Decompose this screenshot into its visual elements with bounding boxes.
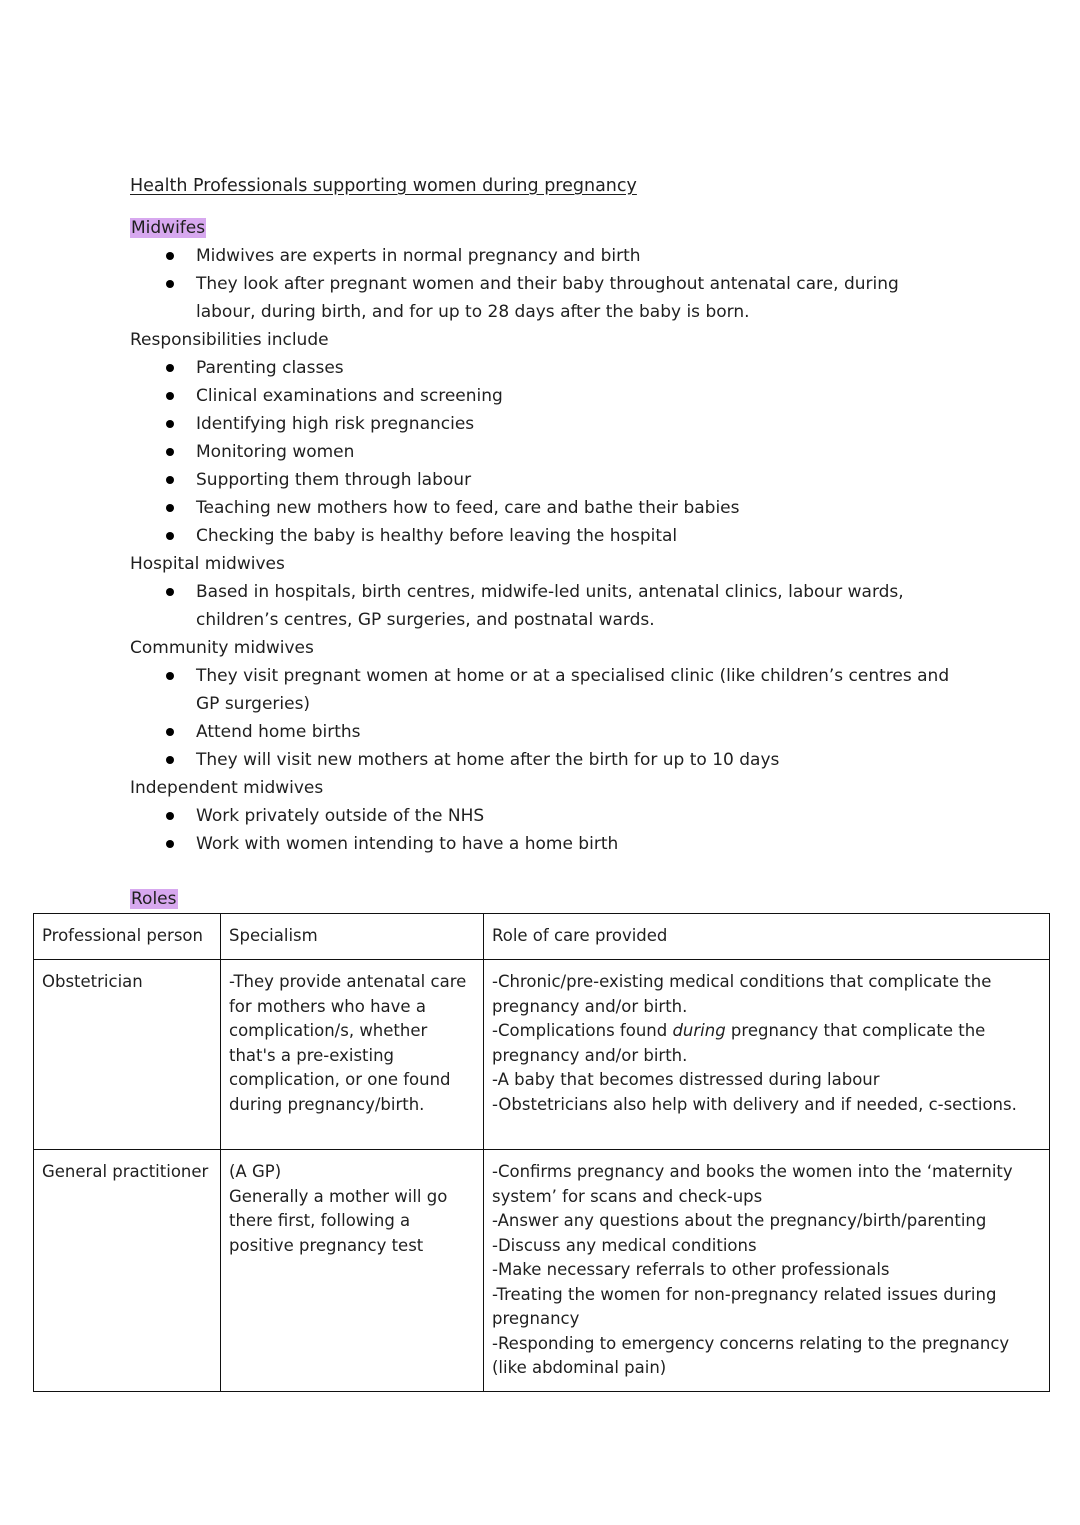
bullet-icon (166, 364, 174, 372)
bullet-icon (166, 728, 174, 736)
cell-care (484, 1150, 1050, 1392)
specialism-line: (A GP) (229, 1162, 282, 1181)
header-specialism: Specialism (221, 914, 484, 960)
bullet-icon (166, 840, 174, 848)
bullet-icon (166, 672, 174, 680)
care-line: -Discuss any medical conditions (492, 1235, 757, 1255)
bullet-icon (166, 252, 174, 260)
hospital-midwives-heading: Hospital midwives (130, 554, 285, 574)
list-item: Midwives are experts in normal pregnancy and birth (160, 242, 950, 270)
community-midwives-heading: Community midwives (130, 638, 314, 658)
list-item: Attend home births (160, 718, 950, 746)
roles-table (33, 913, 1050, 1392)
list-item: They will visit new mothers at home after the birth for up to 10 days (160, 746, 950, 774)
hospital-midwives-list (160, 578, 950, 634)
bullet-icon (166, 448, 174, 456)
bullet-icon (166, 588, 174, 596)
list-item: Work with women intending to have a home birth (160, 830, 950, 858)
list-item: They visit pregnant women at home or at a specialised clinic (like children’s centres and GP surgeries) (160, 662, 950, 718)
community-midwives-list (160, 662, 950, 774)
list-item: Clinical examinations and screening (160, 382, 950, 410)
roles-heading (130, 885, 178, 913)
cell-person: General practitioner (34, 1150, 221, 1392)
midwifes-intro-list (160, 242, 950, 326)
list-item: Parenting classes (160, 354, 950, 382)
care-line: -Treating the women for non-pregnancy related issues during pregnancy (492, 1284, 997, 1328)
list-item: Based in hospitals, birth centres, midwife-led units, antenatal clinics, labour wards, children’s centres, GP surgeries, and postnatal wards. (160, 578, 950, 634)
list-item: Supporting them through labour (160, 466, 950, 494)
cell-person: Obstetrician (34, 960, 221, 1150)
table-row (34, 1150, 1050, 1392)
responsibilities-heading: Responsibilities include (130, 330, 329, 350)
care-line: -Responding to emergency concerns relating to the pregnancy (like abdominal pain) (492, 1333, 1010, 1377)
list-item: Teaching new mothers how to feed, care and bathe their babies (160, 494, 950, 522)
responsibilities-list (160, 354, 950, 550)
care-line: -Chronic/pre-existing medical conditions that complicate the pregnancy and/or birth. (492, 972, 992, 1016)
list-item: Monitoring women (160, 438, 950, 466)
bullet-icon (166, 392, 174, 400)
independent-midwives-list (160, 802, 950, 858)
header-role-of-care: Role of care provided (484, 914, 1050, 960)
table-row (34, 960, 1050, 1150)
care-line: -Make necessary referrals to other professionals (492, 1260, 890, 1279)
bullet-icon (166, 504, 174, 512)
care-line: -Answer any questions about the pregnancy/birth/parenting (492, 1211, 987, 1230)
bullet-icon (166, 280, 174, 288)
roles-heading-text: Roles (131, 889, 177, 909)
care-line: -Obstetricians also help with delivery and if needed, c-sections. (492, 1094, 1017, 1114)
midwifes-heading-text: Midwifes (131, 218, 206, 238)
cell-care (484, 960, 1050, 1150)
list-item: Identifying high risk pregnancies (160, 410, 950, 438)
specialism-line: Generally a mother will go there first, following a positive pregnancy test (229, 1186, 448, 1255)
bullet-icon (166, 812, 174, 820)
cell-specialism (221, 1150, 484, 1392)
care-line: -Complications found during pregnancy that complicate the pregnancy and/or birth. (492, 1021, 986, 1065)
midwifes-heading (130, 214, 206, 242)
list-item: Checking the baby is healthy before leaving the hospital (160, 522, 950, 550)
care-line: -Confirms pregnancy and books the women into the ‘maternity system’ for scans and check-ups (492, 1162, 1013, 1206)
bullet-icon (166, 420, 174, 428)
bullet-icon (166, 532, 174, 540)
bullet-icon (166, 476, 174, 484)
cell-specialism: -They provide antenatal care for mothers who have a complication/s, whether that's a pre-existing complication, or one found during pregnancy/birth. (221, 960, 484, 1150)
list-item: They look after pregnant women and their baby throughout antenatal care, during labour, during birth, and for up to 28 days after the baby is born. (160, 270, 950, 326)
table-header-row (34, 914, 1050, 960)
independent-midwives-heading: Independent midwives (130, 778, 324, 798)
bullet-icon (166, 756, 174, 764)
list-item: Work privately outside of the NHS (160, 802, 950, 830)
header-professional-person: Professional person (34, 914, 221, 960)
care-line: -A baby that becomes distressed during labour (492, 1070, 880, 1089)
document-title: Health Professionals supporting women during pregnancy (130, 176, 637, 196)
